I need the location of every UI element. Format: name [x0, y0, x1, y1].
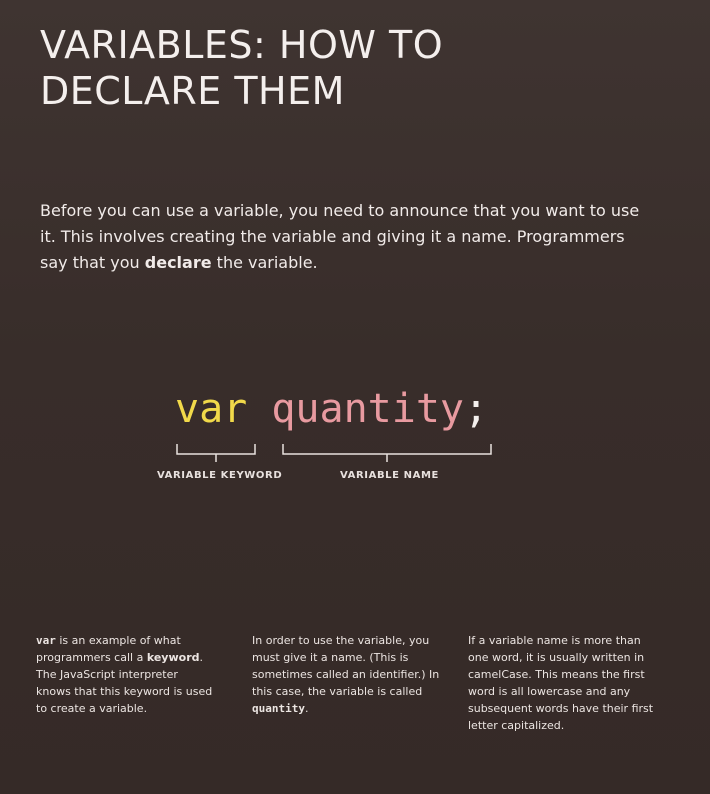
column-name-explanation	[252, 632, 442, 717]
name-bracket	[283, 444, 491, 462]
keyword-bracket	[177, 444, 255, 462]
title-line-1: VARIABLES: HOW TO	[40, 23, 444, 67]
variable-keyword-label: VARIABLE KEYWORD	[157, 470, 283, 481]
col1-text-1: is an example of what programmers call a	[36, 634, 181, 664]
col1-code-var: var	[36, 634, 56, 647]
intro-text-1: Before you can use a variable, you need to announce that you want to use it. This involves creating the variable and giving it a name. Programmers say that you	[40, 201, 640, 272]
code-variable-name: quantity	[271, 386, 464, 432]
variable-name-label: VARIABLE NAME	[340, 470, 439, 481]
col2-text-1: In order to use the variable, you must give it a name. (This is sometimes called an identifier.) In this case, the variable is called	[252, 634, 440, 698]
col2-code-quantity: quantity	[252, 702, 305, 715]
col2-text-2: .	[304, 702, 309, 715]
title-line-2: DECLARE THEM	[40, 69, 345, 113]
code-keyword: var	[175, 386, 248, 432]
code-semicolon: ;	[464, 386, 489, 432]
col1-text-2: . The JavaScript interpreter knows that this keyword is used to create a variable.	[36, 651, 213, 715]
intro-bold-declare: declare	[144, 253, 212, 272]
intro-text-2: the variable.	[211, 253, 318, 272]
col1-bold-keyword: keyword	[146, 651, 200, 664]
column-camelcase-explanation: If a variable name is more than one word, it is usually written in camelCase. This means the first word is all lowercase and any subsequent words have their first letter capitalized.	[468, 634, 654, 732]
column-keyword-explanation	[36, 632, 216, 717]
